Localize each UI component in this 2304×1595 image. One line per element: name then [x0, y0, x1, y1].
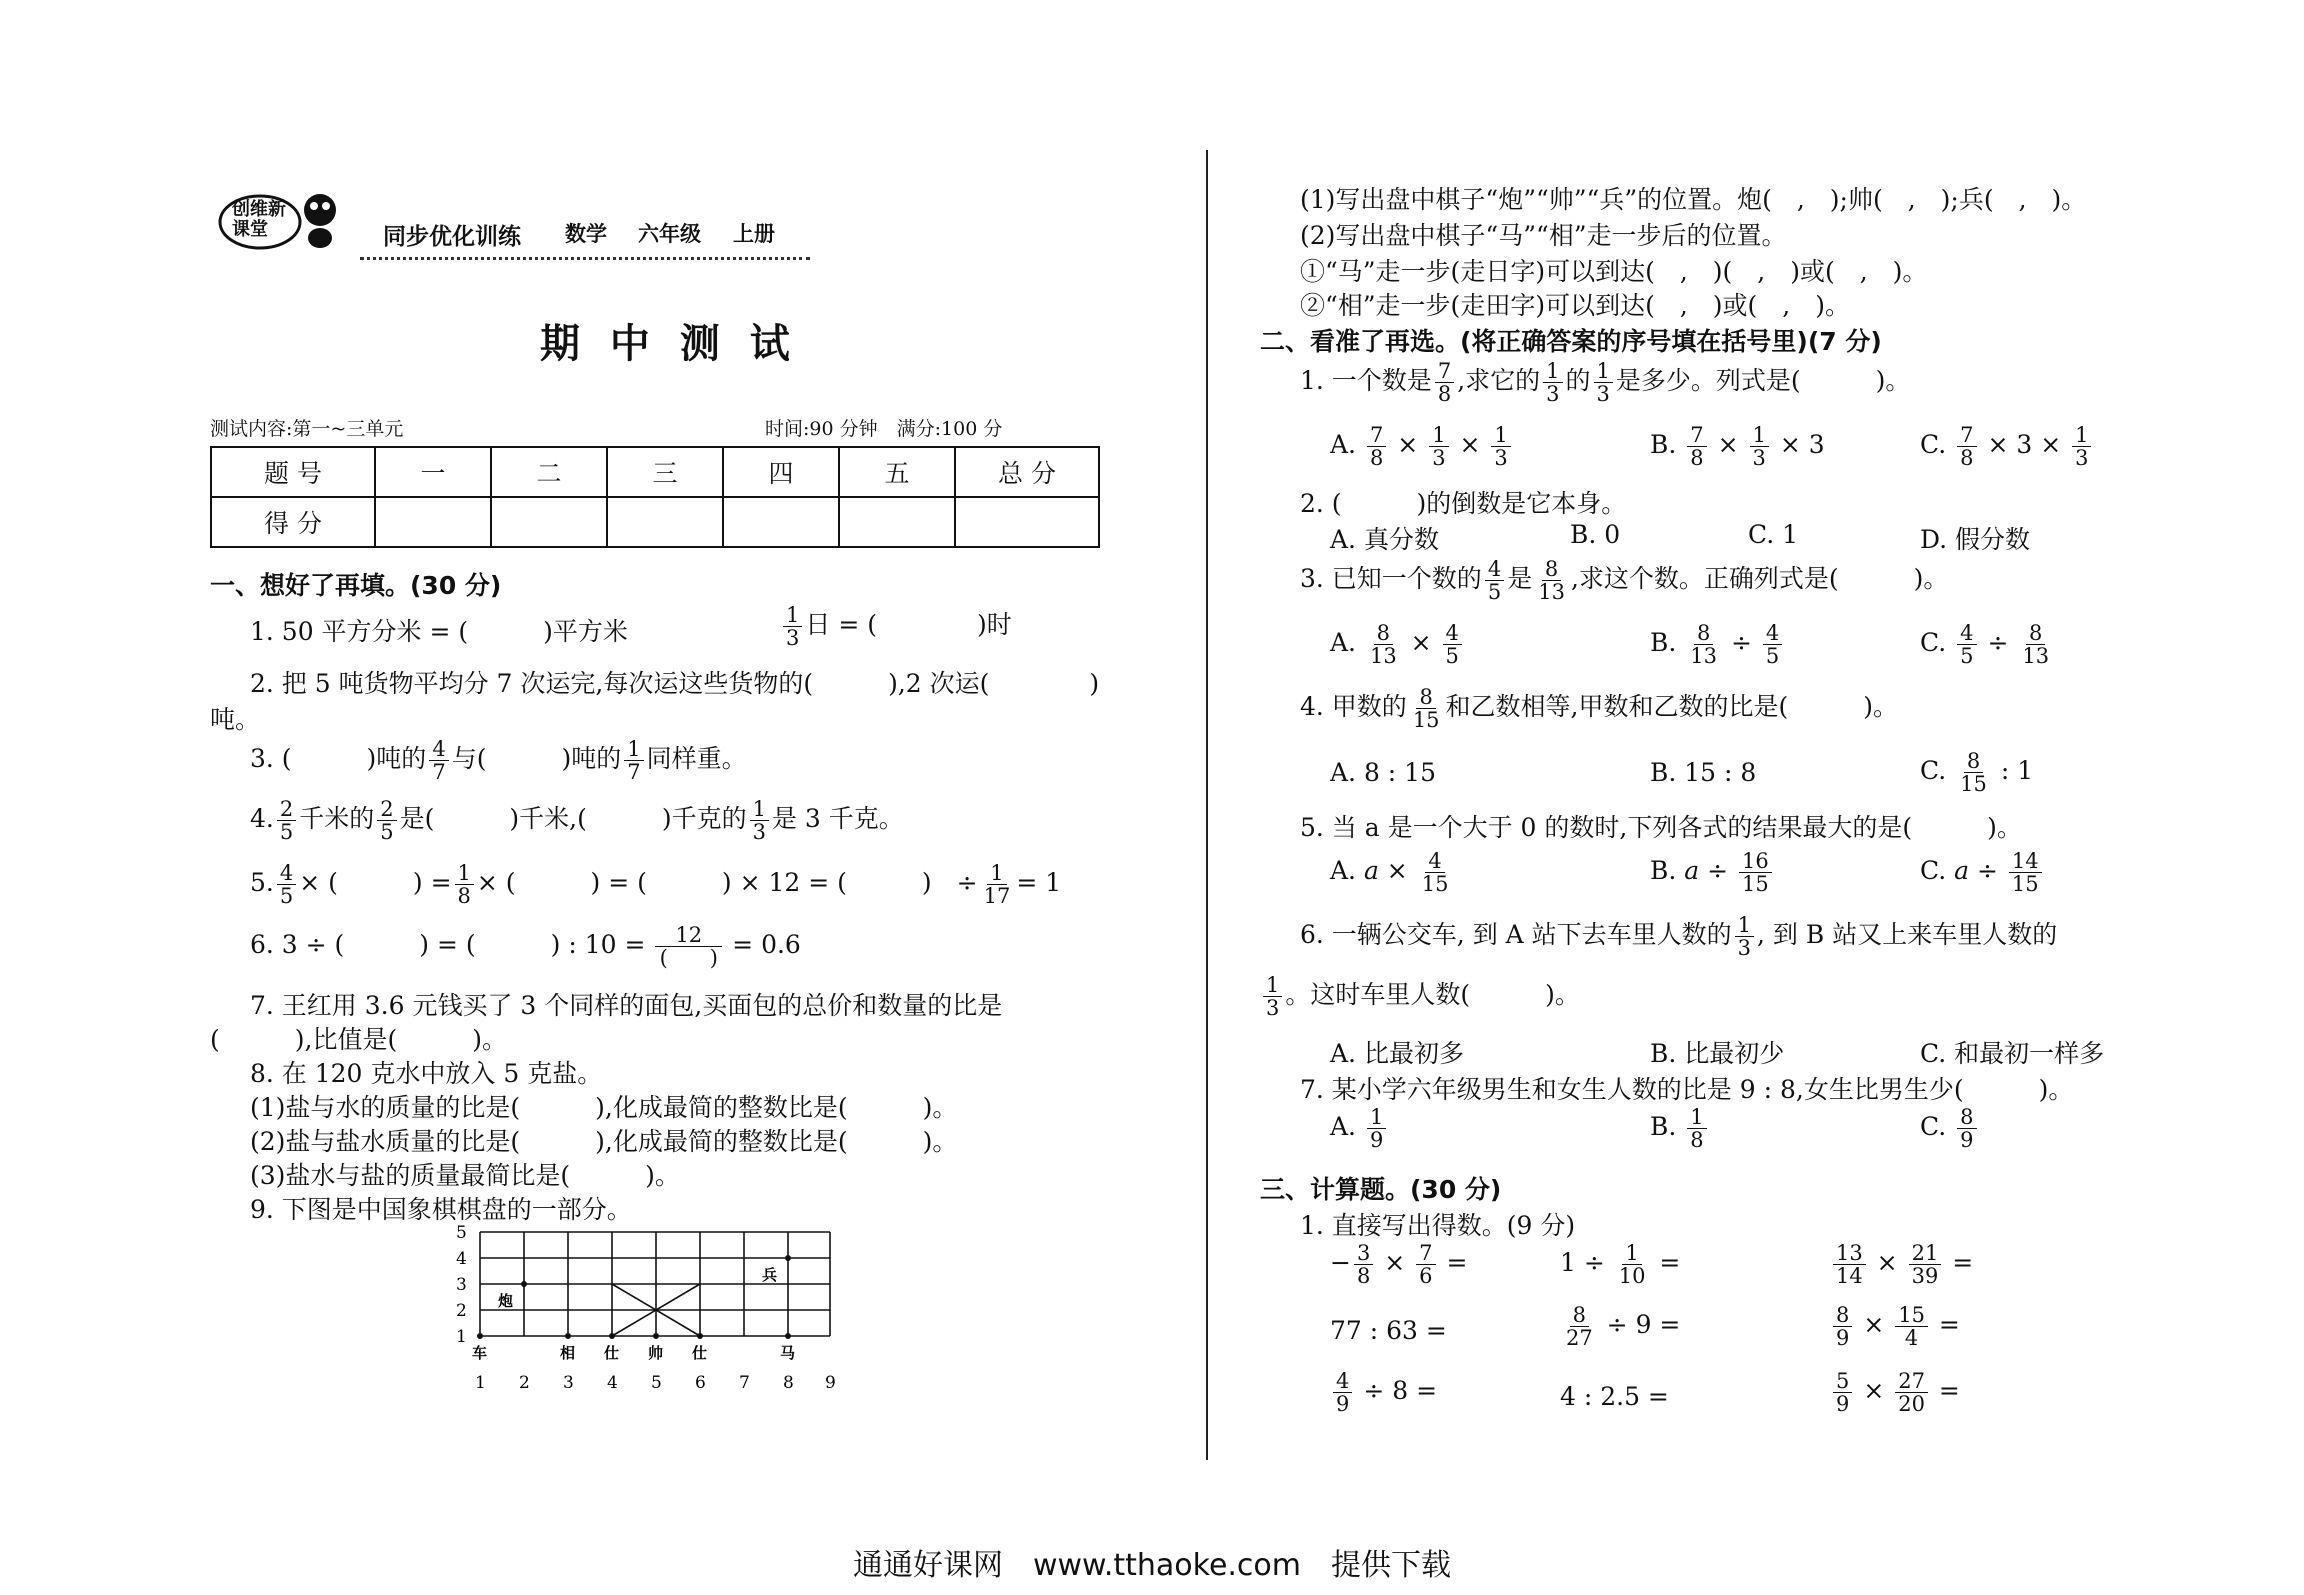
calc-item: $\frac{4}{9}$ ÷ 8 = [1330, 1370, 1437, 1415]
s2-q4-option-b[interactable]: B. 15 : 8 [1650, 758, 1757, 787]
y-label: 3 [456, 1275, 467, 1295]
s2-q5: 5. 当 a 是一个大于 0 的数时,下列各式的结果最大的是( )。 [1300, 813, 2022, 842]
logo [210, 180, 350, 266]
score-cell: 四 [723, 447, 839, 497]
fraction: $\frac{1}{3}$ [783, 604, 802, 649]
q9-3: ①“马”走一步(走日字)可以到达( , )( , )或( , )。 [1300, 257, 1928, 286]
q9-1: (1)写出盘中棋子“炮”“帅”“兵”的位置。炮( , );帅( , );兵( , )。 [1300, 185, 2087, 214]
s2-q4: 4. 甲数的 $\frac{8}{15}$ 和乙数相等,甲数和乙数的比是( )。 [1300, 685, 1899, 733]
piece-pao: 炮 [498, 1292, 514, 1310]
score-input[interactable] [839, 497, 955, 547]
x-label: 2 [519, 1373, 530, 1392]
score-input[interactable] [723, 497, 839, 547]
score-cell: 五 [839, 447, 955, 497]
q8-2: (2)盐与盐水质量的比是( ),化成最简的整数比是( )。 [250, 1127, 958, 1156]
section2-title: 二、看准了再选。(将正确答案的序号填在括号里)(7 分) [1260, 327, 1882, 356]
score-row-label: 得 分 [211, 497, 375, 547]
exam-title: 期 中 测 试 [540, 321, 798, 367]
q8-1: (1)盐与水的质量的比是( ),化成最简的整数比是( )。 [250, 1093, 958, 1122]
calc-item: 1 ÷ $\frac{1}{10}$ = [1560, 1241, 1681, 1289]
piece-dot [521, 1281, 527, 1287]
volume: 上册 [733, 222, 775, 246]
piece-shuai: 帅 [648, 1344, 664, 1362]
y-label: 4 [456, 1249, 467, 1269]
x-label: 3 [563, 1373, 574, 1392]
q6: 6. 3 ÷ ( ) = ( ) : 10 = $\frac{12}{( )}$ = 0.6 [250, 923, 801, 971]
s2-q7-option-b[interactable]: B. $\frac{1}{8}$ [1650, 1106, 1710, 1151]
grade: 六年级 [638, 222, 701, 246]
x-label: 5 [651, 1373, 662, 1392]
s2-q5-option-a[interactable]: A. a × $\frac{4}{15}$ [1330, 849, 1449, 897]
piece-dot [653, 1333, 659, 1339]
piece-che: 车 [472, 1344, 488, 1362]
x-label: 6 [695, 1373, 706, 1392]
calc-item: $\frac{8}{9}$ × $\frac{15}{4}$ = [1830, 1304, 1960, 1349]
s2-q6-option-a[interactable]: A. 比最初多 [1330, 1039, 1464, 1068]
piece-dot [609, 1333, 615, 1339]
x-label: 8 [783, 1373, 794, 1392]
chess-board [450, 1222, 850, 1392]
q8: 8. 在 120 克水中放入 5 克盐。 [250, 1059, 603, 1088]
piece-dot [565, 1333, 571, 1339]
s2-q7-option-c[interactable]: C. $\frac{8}{9}$ [1920, 1106, 1980, 1151]
logo-text: 创维新课堂 [232, 199, 286, 240]
s3-q1: 1. 直接写出得数。(9 分) [1300, 1211, 1576, 1240]
y-label: 5 [456, 1223, 467, 1243]
q2: 2. 把 5 吨货物平均分 7 次运完,每次运这些货物的( ),2 次运( ) [250, 669, 1100, 698]
piece-ma: 马 [780, 1344, 796, 1362]
q1a: 1. 50 平方分米 = ( )平方米 [250, 617, 628, 646]
s2-q3-option-c[interactable]: C. $\frac{4}{5}$ ÷ $\frac{8}{13}$ [1920, 621, 2050, 669]
piece-dot [785, 1333, 791, 1339]
calc-item: $\frac{5}{9}$ × $\frac{27}{20}$ = [1830, 1370, 1960, 1415]
x-label: 7 [739, 1373, 750, 1392]
s2-q2-option-b[interactable]: B. 0 [1570, 520, 1621, 549]
q7-cont: ( ),比值是( )。 [210, 1025, 507, 1054]
s2-q6-cont: $\frac{1}{3}$ 。这时车里人数( )。 [1260, 974, 1580, 1019]
s2-q1-option-b[interactable]: B. $\frac{7}{8}$ × $\frac{1}{3}$ × 3 [1650, 423, 1825, 471]
exam-scope: 测试内容:第一~三单元 [210, 418, 404, 440]
s2-q2: 2. ( )的倒数是它本身。 [1300, 489, 1627, 518]
s2-q3-option-a[interactable]: A. $\frac{8}{13}$ × $\frac{4}{5}$ [1330, 622, 1465, 667]
score-cell: 三 [607, 447, 723, 497]
q2-cont: 吨。 [210, 705, 261, 734]
calc-item: − $\frac{3}{8}$ × $\frac{7}{6}$ = [1330, 1241, 1468, 1289]
s2-q2-option-a[interactable]: A. 真分数 [1330, 525, 1439, 554]
s2-q5-option-b[interactable]: B. a ÷ $\frac{16}{15}$ [1650, 850, 1775, 895]
piece-dot [477, 1333, 483, 1339]
y-label: 2 [456, 1301, 467, 1321]
s2-q3-option-b[interactable]: B. $\frac{8}{13}$ ÷ $\frac{4}{5}$ [1650, 622, 1785, 667]
score-cell: 总 分 [955, 447, 1099, 497]
q9-4: ②“相”走一步(走田字)可以到达( , )或( , )。 [1300, 291, 1850, 320]
score-table [210, 446, 1100, 548]
y-label: 1 [456, 1327, 467, 1347]
exam-time-score: 时间:90 分钟 满分:100 分 [765, 418, 1003, 440]
q3: 3. ( )吨的 $\frac{4}{7}$ 与( )吨的 $\frac{1}{7}$ 同样重。 [250, 737, 747, 785]
s2-q2-option-d[interactable]: D. 假分数 [1920, 525, 2031, 554]
piece-dot [697, 1333, 703, 1339]
piece-xiang: 相 [560, 1344, 576, 1362]
piece-bing: 兵 [762, 1266, 778, 1284]
q7: 7. 王红用 3.6 元钱买了 3 个同样的面包,买面包的总价和数量的比是 [250, 991, 1003, 1020]
s2-q7: 7. 某小学六年级男生和女生人数的比是 9 : 8,女生比男生少( )。 [1300, 1075, 2074, 1104]
score-cell: 题 号 [211, 447, 375, 497]
subject: 数学 [565, 222, 607, 246]
q9: 9. 下图是中国象棋棋盘的一部分。 [250, 1195, 632, 1224]
s2-q4-option-c[interactable]: C. $\frac{8}{15}$ : 1 [1920, 749, 2034, 797]
section1-title: 一、想好了再填。(30 分) [210, 571, 502, 600]
calc-item: $\frac{13}{14}$ × $\frac{21}{39}$ = [1830, 1242, 1973, 1287]
s2-q7-option-a[interactable]: A. $\frac{1}{9}$ [1330, 1106, 1389, 1151]
s2-q1: 1. 一个数是 $\frac{7}{8}$ ,求它的 $\frac{1}{3}$ 的 $\frac{1}{3}$ 是多少。列式是( )。 [1300, 359, 1911, 407]
page-divider [1206, 150, 1208, 1460]
piece-shi: 仕 [692, 1344, 708, 1362]
q4: 4. $\frac{2}{5}$ 千米的 $\frac{2}{5}$ 是( )千米,( )千克的 $\frac{1}{3}$ 是 3 千克。 [250, 797, 904, 845]
calc-item: 4 : 2.5 = [1560, 1382, 1669, 1411]
x-label: 9 [825, 1373, 836, 1392]
q9-2: (2)写出盘中棋子“马”“相”走一步后的位置。 [1300, 221, 1787, 250]
score-cell: 二 [491, 447, 607, 497]
q1b: $\frac{1}{3}$ 日 = ( )时 [780, 604, 1012, 649]
q5: 5. $\frac{4}{5}$ × ( ) = $\frac{1}{8}$ × ( ) = ( ) × 12 = ( ) ÷ $\frac{1}{17}$ = 1 [250, 861, 1062, 909]
piece-shi: 仕 [604, 1344, 620, 1362]
section3-title: 三、计算题。(30 分) [1260, 1175, 1502, 1204]
s2-q1-option-a[interactable]: A. $\frac{7}{8}$ × $\frac{1}{3}$ × $\frac{1}{3}$ [1330, 424, 1514, 469]
footer-watermark: 通通好课网 www.tthaoke.com 提供下载 [852, 1548, 1452, 1583]
s2-q3: 3. 已知一个数的 $\frac{4}{5}$ 是 $\frac{8}{13}$ ,求这个数。正确列式是( )。 [1300, 557, 1949, 605]
x-label: 1 [475, 1373, 486, 1392]
s2-q6-option-c[interactable]: C. 和最初一样多 [1920, 1039, 2105, 1068]
q8-3: (3)盐水与盐的质量最简比是( )。 [250, 1161, 680, 1190]
score-input[interactable] [491, 497, 607, 547]
s2-q5-option-c[interactable]: C. a ÷ $\frac{14}{15}$ [1920, 850, 2045, 895]
series-title: 同步优化训练 [383, 224, 521, 250]
score-input[interactable] [955, 497, 1099, 547]
s2-q4-option-a[interactable]: A. 8 : 15 [1330, 758, 1436, 787]
score-header-row [211, 447, 1099, 497]
score-cell: 一 [375, 447, 491, 497]
s2-q2-option-c[interactable]: C. 1 [1748, 520, 1799, 549]
s2-q6-option-b[interactable]: B. 比最初少 [1650, 1039, 1785, 1068]
header-divider [360, 257, 810, 260]
s2-q1-option-c[interactable]: C. $\frac{7}{8}$ × 3 × $\frac{1}{3}$ [1920, 424, 2094, 469]
s2-q6: 6. 一辆公交车, 到 A 站下去车里人数的 $\frac{1}{3}$ , 到 B 站又上来车里人数的 [1300, 913, 2058, 961]
score-input[interactable] [375, 497, 491, 547]
piece-dot [785, 1255, 791, 1261]
score-input[interactable] [607, 497, 723, 547]
score-row [211, 497, 1099, 547]
x-label: 4 [607, 1373, 618, 1392]
board-grid [480, 1232, 830, 1336]
calc-item: 77 : 63 = [1330, 1316, 1447, 1345]
calc-item: $\frac{8}{27}$ ÷ 9 = [1566, 1303, 1681, 1351]
